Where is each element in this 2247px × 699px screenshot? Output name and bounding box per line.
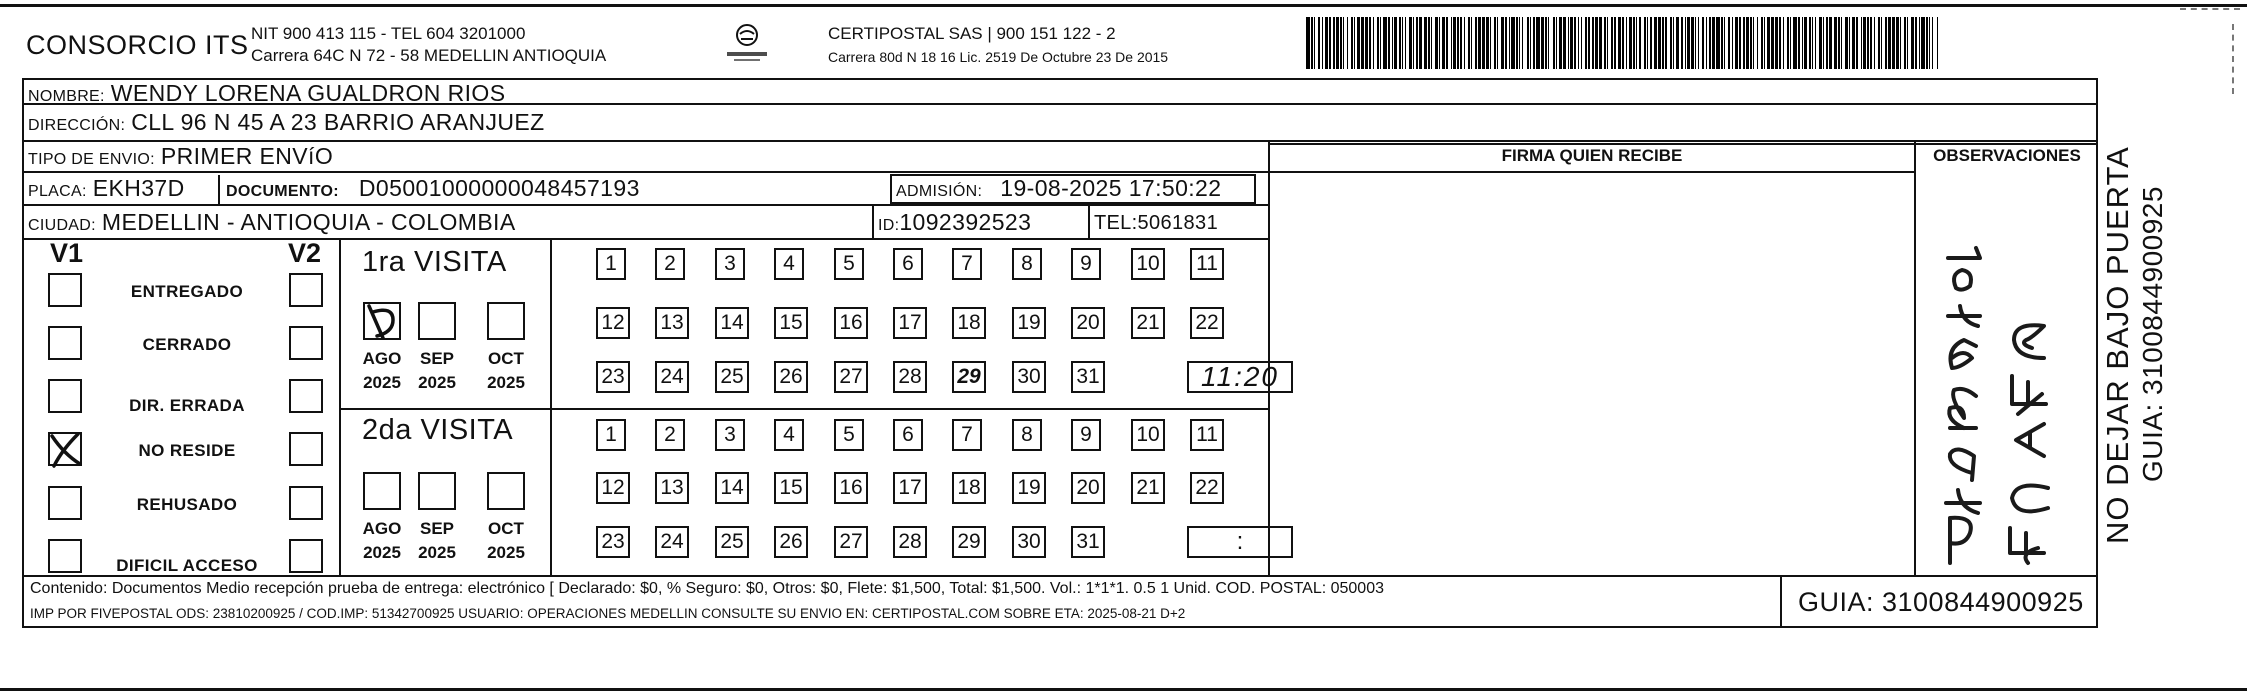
col-visit-left (339, 238, 341, 575)
day-box[interactable]: 8 (1012, 419, 1042, 451)
day-box[interactable]: 26 (774, 526, 808, 558)
document-row (226, 175, 640, 202)
month-year: 2025 (363, 543, 401, 562)
day-box[interactable]: 13 (655, 472, 689, 504)
month-check-mark-icon (363, 302, 403, 342)
month-name: OCT (488, 519, 524, 538)
status-label: NO RESIDE (138, 441, 236, 460)
day-box[interactable] (952, 361, 986, 393)
day-box[interactable]: 14 (715, 307, 749, 339)
day-box[interactable]: 4 (774, 419, 804, 451)
time-box[interactable]: : (1187, 526, 1293, 558)
month-name: SEP (419, 519, 455, 538)
day-box[interactable]: 23 (596, 526, 630, 558)
type-row (28, 143, 333, 170)
name-row (28, 80, 505, 107)
day-box[interactable]: 2 (655, 419, 685, 451)
col-days-left (550, 238, 552, 575)
day-box[interactable]: 16 (834, 472, 868, 504)
day-box[interactable]: 9 (1071, 419, 1101, 451)
rule-4 (22, 204, 1268, 206)
status-v2-checkbox[interactable] (289, 379, 323, 413)
handwritten-day: 29 (957, 365, 981, 388)
day-box[interactable]: 15 (774, 472, 808, 504)
month-year: 2025 (487, 543, 525, 562)
scan-mark-top (2180, 8, 2240, 10)
month-name: AGO (362, 349, 402, 368)
month-year: 2025 (363, 373, 401, 392)
observations-header: OBSERVACIONES (1933, 146, 2081, 165)
rule-footer (22, 575, 2098, 577)
month-label (353, 347, 411, 395)
day-box[interactable]: 31 (1071, 361, 1105, 393)
rule-2 (22, 140, 2098, 142)
address-row (28, 109, 545, 136)
barcode-bar (1937, 17, 1938, 69)
col-sign-left (1268, 140, 1270, 575)
visit2-title: 2da VISITA (362, 414, 514, 446)
day-box[interactable]: 28 (893, 526, 927, 558)
day-box[interactable]: 11 (1190, 248, 1224, 280)
certipostal-logo (724, 22, 770, 66)
day-box[interactable]: 19 (1012, 472, 1046, 504)
day-box[interactable]: 29 (952, 526, 986, 558)
month-label (408, 517, 466, 565)
city-label: CIUDAD: (28, 217, 96, 234)
day-box[interactable]: 14 (715, 472, 749, 504)
rule-visit-split (339, 408, 1268, 410)
carrier-name: CERTIPOSTAL SAS | 900 151 122 - 2 (828, 24, 1116, 43)
day-box[interactable]: 1 (596, 248, 626, 280)
footer-guia: GUIA: 3100844900925 (1798, 587, 2084, 617)
day-box[interactable]: 31 (1071, 526, 1105, 558)
admission-row (896, 175, 1221, 202)
company-name: CONSORCIO ITS (26, 30, 249, 60)
day-box[interactable]: 17 (893, 307, 927, 339)
month-checkbox-sep[interactable] (418, 302, 456, 340)
admission-label: ADMISIÓN: (896, 183, 983, 200)
day-box[interactable]: 6 (893, 419, 923, 451)
status-v1-checkbox[interactable] (48, 273, 82, 307)
month-name: SEP (419, 349, 455, 368)
recipient-address: CLL 96 N 45 A 23 BARRIO ARANJUEZ (131, 109, 545, 135)
day-box[interactable]: 2 (655, 248, 685, 280)
month-checkbox-oct[interactable] (487, 472, 525, 510)
plate-row (28, 175, 185, 202)
day-box[interactable]: 12 (596, 307, 630, 339)
visit1-title: 1ra VISITA (362, 246, 507, 278)
status-label: DIFICIL ACCESO (116, 556, 258, 575)
day-box[interactable]: 12 (596, 472, 630, 504)
month-checkbox-oct[interactable] (487, 302, 525, 340)
status-label: ENTREGADO (130, 282, 244, 301)
bottom-border-line (0, 688, 2247, 691)
status-v2-checkbox[interactable] (289, 432, 323, 466)
day-box[interactable]: 27 (834, 526, 868, 558)
company-address: Carrera 64C N 72 - 58 MEDELLIN ANTIOQUIA (251, 46, 607, 65)
month-year: 2025 (487, 373, 525, 392)
plate-divider (218, 175, 220, 204)
day-box[interactable]: 17 (893, 472, 927, 504)
id-row (878, 209, 1031, 236)
day-box[interactable]: 10 (1131, 419, 1165, 451)
rule-3c (1268, 171, 1916, 173)
carrier-address: Carrera 80d N 18 16 Lic. 2519 De Octubre 23 De 2015 (828, 49, 1169, 65)
time-box[interactable] (1187, 361, 1293, 393)
month-label (408, 347, 466, 395)
day-box[interactable]: 5 (834, 248, 864, 280)
plate-label: PLACA: (28, 183, 87, 200)
status-label: REHUSADO (136, 495, 238, 514)
day-box[interactable]: 22 (1190, 307, 1224, 339)
month-name: AGO (362, 519, 402, 538)
city-value: MEDELLIN - ANTIOQUIA - COLOMBIA (101, 209, 516, 235)
document-label: DOCUMENTO: (226, 183, 339, 200)
day-box[interactable]: 6 (893, 248, 923, 280)
month-label (477, 517, 535, 565)
name-label: NOMBRE: (28, 88, 105, 105)
recipient-name: WENDY LORENA GUALDRON RIOS (110, 80, 506, 106)
status-v1-checkbox[interactable] (48, 379, 82, 413)
rule-5 (22, 238, 1268, 240)
day-box[interactable]: 9 (1071, 248, 1101, 280)
day-box[interactable]: 7 (952, 248, 982, 280)
tel-label: TEL: (1094, 212, 1138, 234)
day-box[interactable]: 30 (1012, 361, 1046, 393)
day-box[interactable]: 26 (774, 361, 808, 393)
day-box[interactable]: 20 (1071, 307, 1105, 339)
month-name: OCT (488, 349, 524, 368)
barcode (1306, 17, 1938, 69)
top-border-line (0, 4, 2247, 7)
day-box[interactable]: 20 (1071, 472, 1105, 504)
day-box[interactable]: 11 (1190, 419, 1224, 451)
day-box[interactable]: 24 (655, 361, 689, 393)
plate-value: EKH37D (92, 175, 185, 201)
day-box[interactable]: 19 (1012, 307, 1046, 339)
month-checkbox-sep[interactable] (418, 472, 456, 510)
id-divider (872, 204, 874, 238)
month-year: 2025 (418, 373, 456, 392)
day-box[interactable]: 23 (596, 361, 630, 393)
status-label: DIR. ERRADA (129, 396, 245, 415)
day-box[interactable]: 27 (834, 361, 868, 393)
month-label (477, 347, 535, 395)
certipostal-logo-icon (724, 22, 770, 66)
status-v1-checkbox[interactable] (48, 486, 82, 520)
status-v2-checkbox[interactable] (289, 273, 323, 307)
side-warning: NO DEJAR BAJO PUERTA (2100, 146, 2135, 544)
footer-print-line: IMP POR FIVEPOSTAL ODS: 23810200925 / COD.IMP: 51342700925 USUARIO: OPERACIONES MEDELLIN CONSULTE SU ENVIO EN: CERTIPOSTAL.COM SOBRE ETA: 2025-08-21 D+2 (30, 606, 1186, 621)
status-v1-checkbox[interactable] (48, 539, 82, 573)
scan-mark-right (2232, 24, 2234, 94)
tel-row (1094, 212, 1218, 235)
month-checkbox-ago[interactable] (363, 472, 401, 510)
status-v2-checkbox[interactable] (289, 486, 323, 520)
status-v1-checkbox[interactable] (48, 326, 82, 360)
v1-header: V1 (50, 238, 84, 268)
month-label (353, 517, 411, 565)
day-box[interactable]: 18 (952, 472, 986, 504)
day-box[interactable]: 18 (952, 307, 986, 339)
day-box[interactable]: 3 (715, 248, 745, 280)
status-v1-checkbox[interactable] (48, 432, 82, 466)
day-box[interactable]: 10 (1131, 248, 1165, 280)
status-label: CERRADO (142, 335, 232, 354)
status-v2-checkbox[interactable] (289, 326, 323, 360)
day-box[interactable]: 4 (774, 248, 804, 280)
shipment-type: PRIMER ENVíO (160, 143, 334, 169)
handwritten-time: 11:20 (1201, 361, 1279, 392)
address-label: DIRECCIÓN: (28, 117, 126, 134)
day-box[interactable]: 28 (893, 361, 927, 393)
id-label: ID: (878, 217, 900, 234)
v2-header: V2 (288, 238, 322, 268)
day-box[interactable]: 13 (655, 307, 689, 339)
day-box[interactable]: 1 (596, 419, 626, 451)
check-mark-icon (48, 430, 82, 470)
day-box[interactable]: 21 (1131, 472, 1165, 504)
day-box[interactable]: 15 (774, 307, 808, 339)
day-box[interactable]: 30 (1012, 526, 1046, 558)
day-box[interactable]: 25 (715, 526, 749, 558)
col-obs-left (1914, 140, 1916, 575)
document-value: D05001000000048457193 (358, 175, 640, 201)
tel-value: 5061831 (1137, 212, 1219, 234)
status-v2-checkbox[interactable] (289, 539, 323, 573)
footer-content-line: Contenido: Documentos Medio recepción prueba de entrega: electrónico [ Declarado: $0, % Seguro: $0, Otros: $0, Flete: $1,500, Total: $1,500. Vol.: 1*1*1. 0.5 1 Unid. COD. POSTAL: 050003 (30, 580, 1384, 597)
admission-value: 19-08-2025 17:50:22 (1000, 175, 1222, 201)
company-nit-tel: NIT 900 413 115 - TEL 604 3201000 (251, 24, 526, 43)
rule-3b (1268, 143, 2098, 145)
type-label: TIPO DE ENVIO: (28, 151, 155, 168)
tel-divider (1088, 204, 1090, 238)
day-box[interactable]: 24 (655, 526, 689, 558)
day-box[interactable]: 21 (1131, 307, 1165, 339)
month-year: 2025 (418, 543, 456, 562)
day-box[interactable]: 3 (715, 419, 745, 451)
month-checkbox-ago[interactable] (363, 302, 401, 340)
day-box[interactable]: 22 (1190, 472, 1224, 504)
side-guia: GUIA: 3100844900925 (2137, 186, 2168, 482)
rule-3 (22, 171, 1268, 173)
day-box[interactable]: 5 (834, 419, 864, 451)
observation-handwriting (1920, 218, 2090, 568)
id-value: 1092392523 (899, 209, 1032, 235)
col-guia-left (1780, 575, 1782, 628)
day-box[interactable]: 25 (715, 361, 749, 393)
signature-header: FIRMA QUIEN RECIBE (1501, 146, 1683, 165)
city-row (28, 209, 516, 236)
day-box[interactable]: 16 (834, 307, 868, 339)
day-box[interactable]: 7 (952, 419, 982, 451)
day-box[interactable]: 8 (1012, 248, 1042, 280)
